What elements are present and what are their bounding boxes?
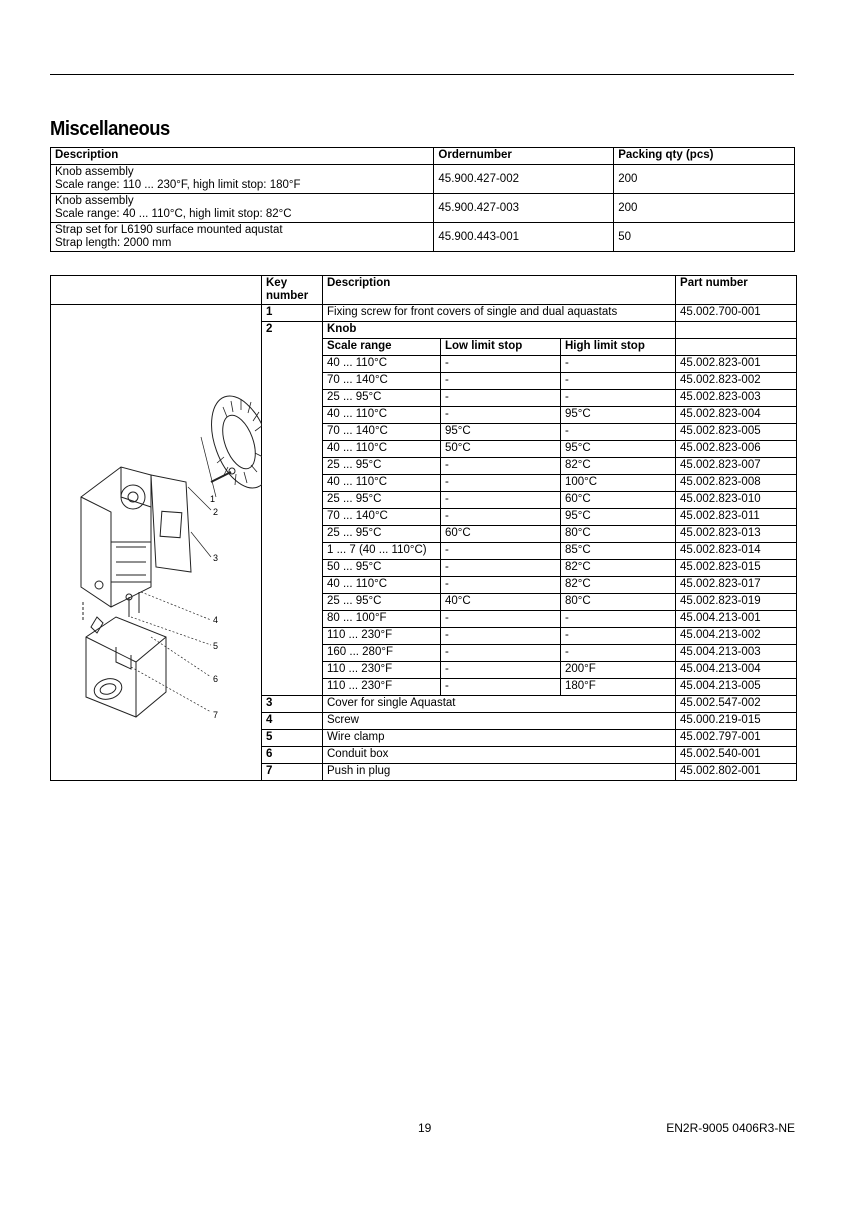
exploded-view-drawing [51, 305, 262, 781]
key-number: 4 [262, 713, 323, 730]
part-number-empty [676, 339, 797, 356]
key-number: 7 [262, 764, 323, 781]
table-row [51, 194, 795, 223]
low-limit-stop: - [441, 628, 561, 645]
item-description: Fixing screw for front covers of single and dual aquastats [323, 305, 676, 322]
misc-description [51, 194, 434, 223]
low-limit-stop: - [441, 560, 561, 577]
low-limit-stop: - [441, 475, 561, 492]
col-scale-range: Scale range [323, 339, 441, 356]
high-limit-stop: 82°C [561, 577, 676, 594]
part-number: 45.004.213-001 [676, 611, 797, 628]
low-limit-stop: - [441, 458, 561, 475]
part-number: 45.002.823-003 [676, 390, 797, 407]
low-limit-stop: - [441, 543, 561, 560]
part-number: 45.002.700-001 [676, 305, 797, 322]
section-title: Miscellaneous [50, 118, 170, 140]
part-number: 45.002.823-014 [676, 543, 797, 560]
item-description: Cover for single Aquastat [323, 696, 676, 713]
misc-col-description: Description [51, 148, 434, 165]
part-number: 45.002.823-008 [676, 475, 797, 492]
scale-range: 50 ... 95°C [323, 560, 441, 577]
high-limit-stop: - [561, 373, 676, 390]
high-limit-stop: 80°C [561, 594, 676, 611]
col-part-number: Part number [676, 276, 797, 305]
low-limit-stop: - [441, 611, 561, 628]
part-number: 45.002.823-010 [676, 492, 797, 509]
scale-range: 25 ... 95°C [323, 492, 441, 509]
callout-label: 3 [213, 552, 219, 563]
col-key-number: Key number [262, 276, 323, 305]
parts-header-row [51, 276, 797, 305]
part-number: 45.002.823-005 [676, 424, 797, 441]
part-number: 45.002.540-001 [676, 747, 797, 764]
image-header-cell [51, 276, 262, 305]
scale-range: 40 ... 110°C [323, 441, 441, 458]
scale-range: 110 ... 230°F [323, 628, 441, 645]
part-number: 45.002.823-002 [676, 373, 797, 390]
key-number: 5 [262, 730, 323, 747]
scale-range: 70 ... 140°C [323, 424, 441, 441]
callout-label: 5 [213, 640, 219, 651]
aquastat-exploded-drawing [51, 317, 262, 765]
misc-desc-line2: Scale range: 40 ... 110°C, high limit stop: 82°C [55, 208, 292, 220]
high-limit-stop: - [561, 356, 676, 373]
low-limit-stop: - [441, 492, 561, 509]
part-number: 45.004.213-003 [676, 645, 797, 662]
low-limit-stop: - [441, 645, 561, 662]
misc-ordernumber: 45.900.443-001 [434, 223, 614, 252]
scale-range: 80 ... 100°F [323, 611, 441, 628]
high-limit-stop: 100°C [561, 475, 676, 492]
callout-label: 4 [213, 614, 219, 625]
scale-range: 25 ... 95°C [323, 458, 441, 475]
high-limit-stop: - [561, 424, 676, 441]
misc-qty: 200 [614, 194, 795, 223]
scale-range: 110 ... 230°F [323, 679, 441, 696]
scale-range: 40 ... 110°C [323, 356, 441, 373]
col-low-limit: Low limit stop [441, 339, 561, 356]
misc-col-packing: Packing qty (pcs) [614, 148, 795, 165]
key-number: 6 [262, 747, 323, 764]
high-limit-stop: 95°C [561, 407, 676, 424]
low-limit-stop: 50°C [441, 441, 561, 458]
part-number: 45.002.823-019 [676, 594, 797, 611]
misc-qty: 200 [614, 165, 795, 194]
item-description: Push in plug [323, 764, 676, 781]
scale-range: 40 ... 110°C [323, 475, 441, 492]
misc-description [51, 223, 434, 252]
low-limit-stop: 95°C [441, 424, 561, 441]
col-high-limit: High limit stop [561, 339, 676, 356]
table-row [51, 305, 797, 322]
misc-header-row [51, 148, 795, 165]
low-limit-stop: - [441, 679, 561, 696]
low-limit-stop: - [441, 509, 561, 526]
part-number: 45.002.802-001 [676, 764, 797, 781]
key-number: 1 [262, 305, 323, 322]
scale-range: 25 ... 95°C [323, 526, 441, 543]
part-number: 45.002.823-015 [676, 560, 797, 577]
high-limit-stop: - [561, 611, 676, 628]
part-number: 45.002.823-006 [676, 441, 797, 458]
callout-label: 1 [210, 493, 216, 504]
part-number: 45.002.823-007 [676, 458, 797, 475]
misc-desc-line2: Scale range: 110 ... 230°F, high limit stop: 180°F [55, 179, 301, 191]
misc-ordernumber: 45.900.427-003 [434, 194, 614, 223]
low-limit-stop: 40°C [441, 594, 561, 611]
document-code: EN2R-9005 0406R3-NE [666, 1121, 795, 1135]
part-number: 45.000.219-015 [676, 713, 797, 730]
scale-range: 160 ... 280°F [323, 645, 441, 662]
high-limit-stop: 60°C [561, 492, 676, 509]
table-row [51, 165, 795, 194]
part-number-empty [676, 322, 797, 339]
low-limit-stop: - [441, 662, 561, 679]
high-limit-stop: 95°C [561, 509, 676, 526]
page-number: 19 [418, 1121, 432, 1135]
high-limit-stop: - [561, 628, 676, 645]
misc-description [51, 165, 434, 194]
high-limit-stop: 82°C [561, 458, 676, 475]
misc-col-ordernumber: Ordernumber [434, 148, 614, 165]
high-limit-stop: 80°C [561, 526, 676, 543]
high-limit-stop: 200°F [561, 662, 676, 679]
part-number: 45.002.547-002 [676, 696, 797, 713]
low-limit-stop: - [441, 577, 561, 594]
part-number: 45.002.823-013 [676, 526, 797, 543]
misc-desc-line1: Knob assembly [55, 166, 134, 178]
scale-range: 40 ... 110°C [323, 577, 441, 594]
item-description: Screw [323, 713, 676, 730]
misc-ordernumber: 45.900.427-002 [434, 165, 614, 194]
scale-range: 110 ... 230°F [323, 662, 441, 679]
scale-range: 70 ... 140°C [323, 509, 441, 526]
item-description: Knob [323, 322, 676, 339]
misc-table [50, 147, 795, 252]
part-number: 45.004.213-002 [676, 628, 797, 645]
scale-range: 70 ... 140°C [323, 373, 441, 390]
col-description: Description [323, 276, 676, 305]
header-rule [50, 74, 794, 75]
low-limit-stop: - [441, 407, 561, 424]
high-limit-stop: - [561, 390, 676, 407]
high-limit-stop: 95°C [561, 441, 676, 458]
part-number: 45.002.823-011 [676, 509, 797, 526]
high-limit-stop: 82°C [561, 560, 676, 577]
part-number: 45.002.823-004 [676, 407, 797, 424]
parts-table [50, 275, 797, 781]
misc-desc-line1: Knob assembly [55, 195, 134, 207]
high-limit-stop: 85°C [561, 543, 676, 560]
part-number: 45.004.213-004 [676, 662, 797, 679]
misc-desc-line2: Strap length: 2000 mm [55, 237, 172, 249]
part-number: 45.002.823-017 [676, 577, 797, 594]
high-limit-stop: - [561, 645, 676, 662]
callout-label: 2 [213, 506, 219, 517]
low-limit-stop: 60°C [441, 526, 561, 543]
part-number: 45.002.797-001 [676, 730, 797, 747]
scale-range: 1 ... 7 (40 ... 110°C) [323, 543, 441, 560]
scale-range: 40 ... 110°C [323, 407, 441, 424]
scale-range: 25 ... 95°C [323, 390, 441, 407]
item-description: Conduit box [323, 747, 676, 764]
callout-label: 7 [213, 709, 219, 720]
callout-label: 6 [213, 673, 219, 684]
low-limit-stop: - [441, 373, 561, 390]
misc-desc-line1: Strap set for L6190 surface mounted aqustat [55, 224, 283, 236]
key-number: 2 [262, 322, 323, 696]
key-number: 3 [262, 696, 323, 713]
high-limit-stop: 180°F [561, 679, 676, 696]
part-number: 45.002.823-001 [676, 356, 797, 373]
low-limit-stop: - [441, 390, 561, 407]
misc-qty: 50 [614, 223, 795, 252]
low-limit-stop: - [441, 356, 561, 373]
part-number: 45.004.213-005 [676, 679, 797, 696]
table-row [51, 223, 795, 252]
scale-range: 25 ... 95°C [323, 594, 441, 611]
item-description: Wire clamp [323, 730, 676, 747]
